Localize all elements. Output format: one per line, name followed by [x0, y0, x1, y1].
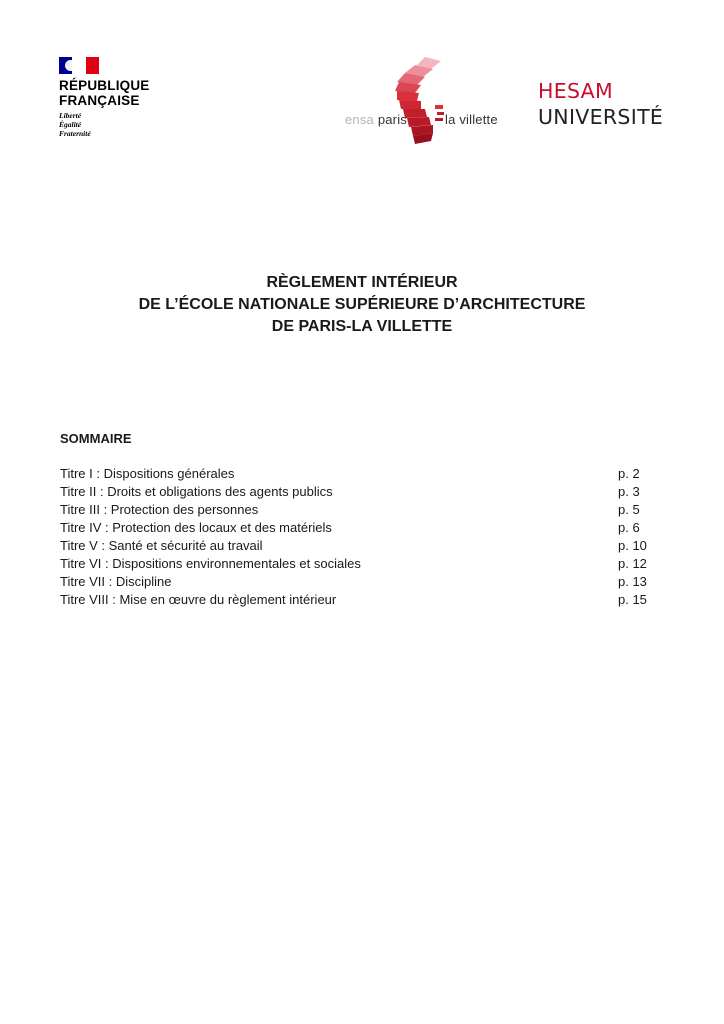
toc-entry-page: p. 3 [618, 484, 640, 499]
summary-heading: SOMMAIRE [60, 431, 132, 446]
toc-entry-page: p. 15 [618, 592, 647, 607]
toc-entry [60, 519, 652, 537]
document-title [0, 272, 724, 338]
toc-entry [60, 555, 652, 573]
toc-entry-page: p. 6 [618, 520, 640, 535]
ensa-wordmark-right: la villette [445, 112, 498, 127]
toc-entry [60, 483, 652, 501]
toc-entry-label: Titre VIII : Mise en œuvre du règlement intérieur [60, 592, 337, 607]
universite-text: UNIVERSITÉ [538, 105, 664, 129]
toc-entry-page: p. 2 [618, 466, 640, 481]
table-of-contents [60, 465, 652, 609]
toc-entry [60, 591, 652, 609]
title-line-2: DE L’ÉCOLE NATIONALE SUPÉRIEURE D’ARCHITECTURE [138, 296, 586, 313]
title-line-3: DE PARIS-LA VILLETTE [271, 318, 453, 335]
toc-entry-page: p. 10 [618, 538, 647, 553]
toc-entry-label: Titre VII : Discipline [60, 574, 172, 589]
toc-entry [60, 465, 652, 483]
ensa-paris-la-villette-logo [345, 55, 510, 145]
hesam-universite-logo [538, 78, 663, 130]
marianne-flag-icon [59, 57, 99, 74]
toc-entry-label: Titre VI : Dispositions environnementales et sociales [60, 556, 361, 571]
ensa-wordmark-left [345, 112, 407, 127]
toc-entry-page: p. 5 [618, 502, 640, 517]
rf-motto-egalite: Égalité [59, 120, 82, 129]
toc-entry-label: Titre IV : Protection des locaux et des matériels [60, 520, 332, 535]
ensa-faint-text: ensa [345, 112, 374, 127]
rf-name-line2: FRANÇAISE [59, 93, 140, 108]
toc-entry-page: p. 13 [618, 574, 647, 589]
republique-francaise-name [59, 78, 169, 108]
toc-entry-page: p. 12 [618, 556, 647, 571]
rf-name-line1: RÉPUBLIQUE [59, 78, 150, 93]
toc-entry [60, 501, 652, 519]
toc-entry-label: Titre III : Protection des personnes [60, 502, 259, 517]
hesam-text: HESAM [538, 79, 613, 103]
rf-motto-fraternite: Fraternité [59, 129, 91, 138]
ensa-paris-text: paris [377, 112, 407, 127]
rf-motto-liberte: Liberté [59, 111, 82, 120]
rf-motto [59, 111, 169, 138]
toc-entry [60, 573, 652, 591]
toc-entry-label: Titre II : Droits et obligations des agents publics [60, 484, 333, 499]
toc-entry-label: Titre V : Santé et sécurité au travail [60, 538, 263, 553]
republique-francaise-logo [59, 57, 169, 138]
ensa-spiral-staircase-icon [375, 55, 445, 145]
title-line-1: RÈGLEMENT INTÉRIEUR [266, 274, 458, 291]
toc-entry-label: Titre I : Dispositions générales [60, 466, 235, 481]
toc-entry [60, 537, 652, 555]
